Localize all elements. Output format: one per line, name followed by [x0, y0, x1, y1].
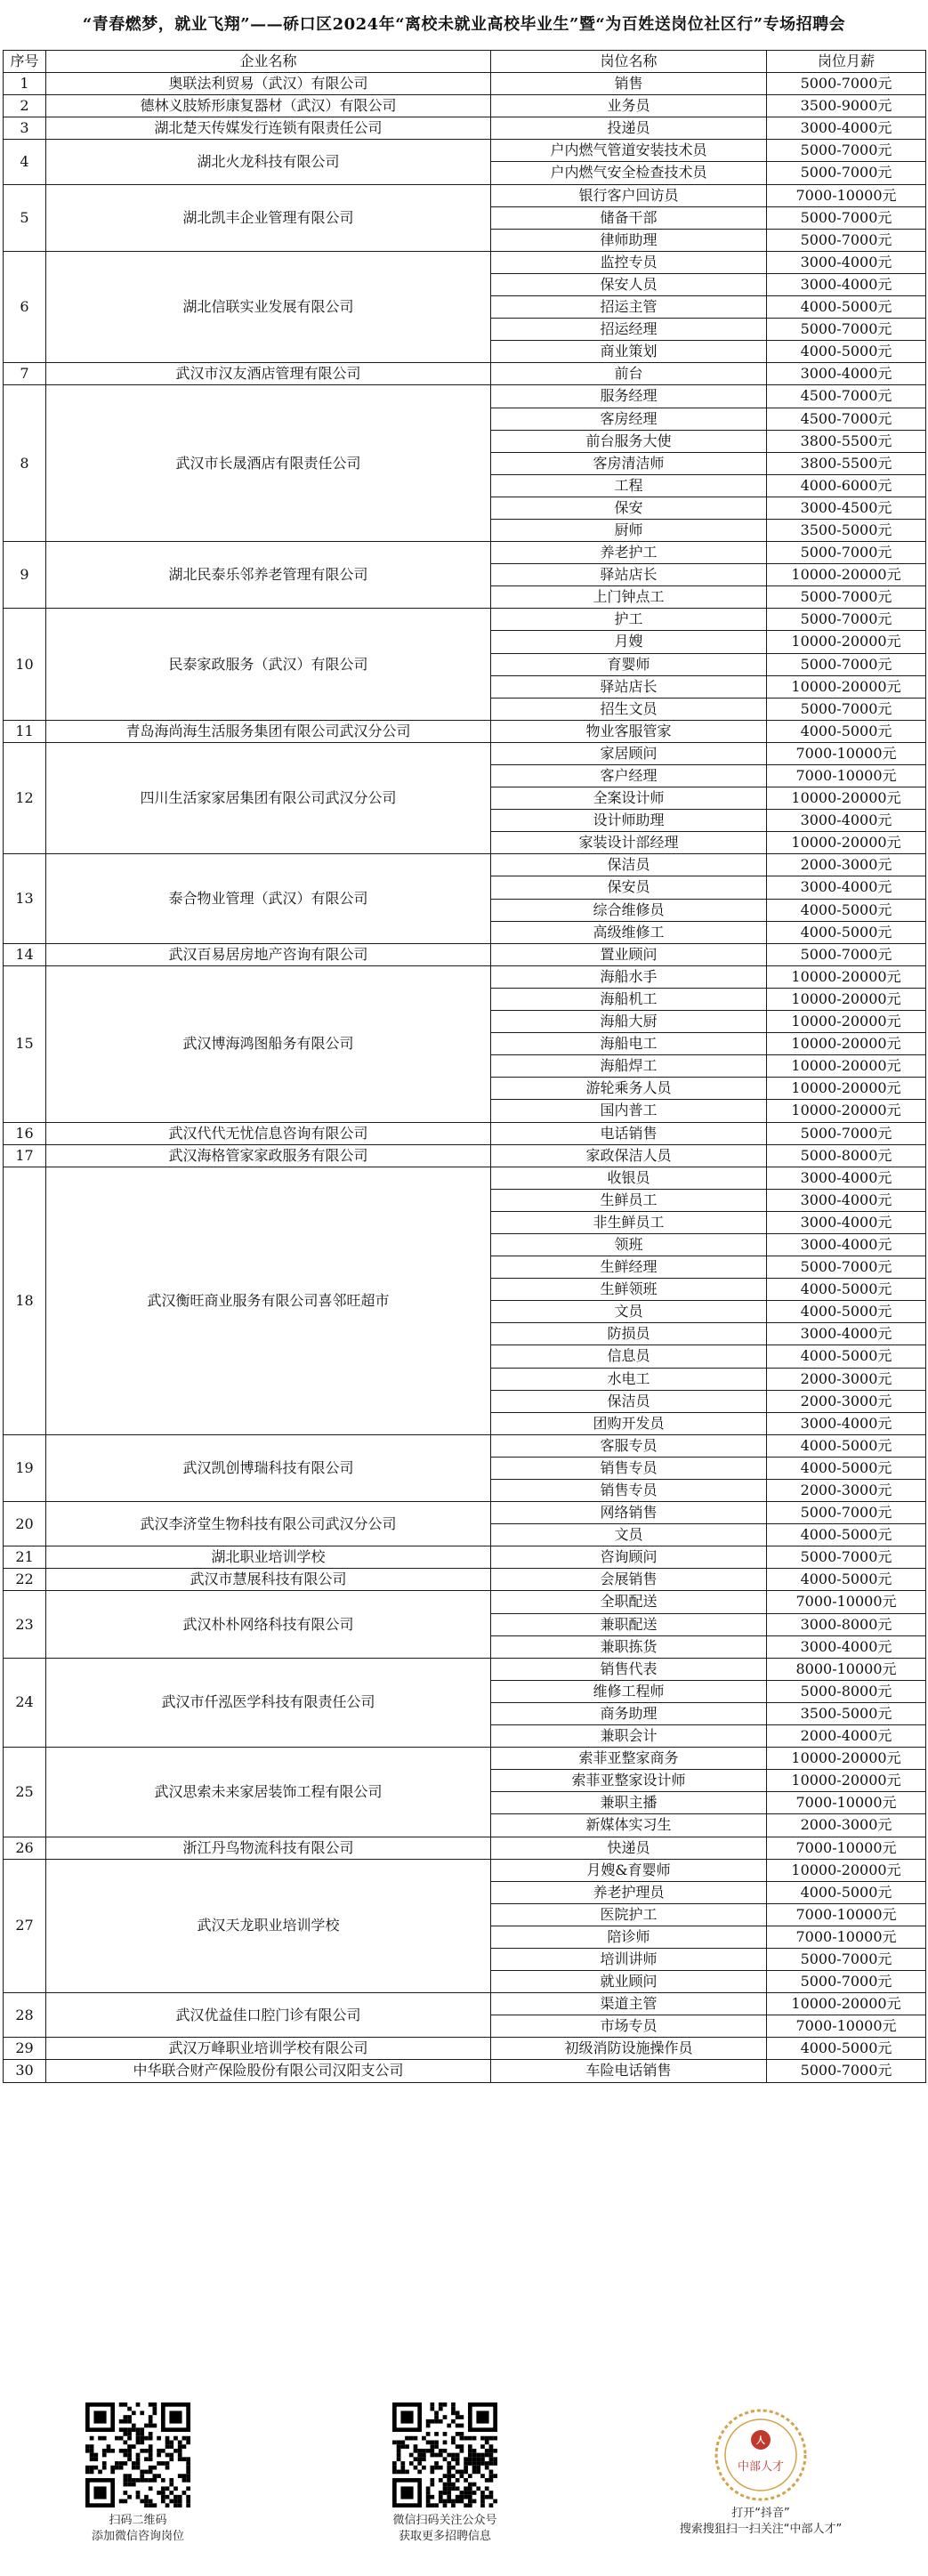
table-header-row — [4, 51, 926, 73]
job-title: 海船焊工 — [491, 1055, 767, 1078]
monthly-salary: 3000-4000元 — [767, 1233, 926, 1256]
table-row — [4, 184, 926, 206]
job-title: 月嫂&育婴师 — [491, 1859, 767, 1881]
table-row — [4, 1502, 926, 1524]
monthly-salary: 2000-3000元 — [767, 1480, 926, 1502]
job-title: 前台服务大使 — [491, 430, 767, 452]
table-row — [4, 1993, 926, 2015]
monthly-salary: 5000-7000元 — [767, 206, 926, 229]
job-title: 招运主管 — [491, 296, 767, 319]
job-title: 月嫂 — [491, 631, 767, 653]
qr2-caption-line2: 获取更多招聘信息 — [398, 2530, 491, 2543]
monthly-salary: 4000-5000元 — [767, 1301, 926, 1323]
table-row — [4, 720, 926, 742]
table-row — [4, 117, 926, 140]
row-number: 22 — [4, 1569, 46, 1591]
monthly-salary: 3000-4000元 — [767, 1412, 926, 1434]
table-row — [4, 1546, 926, 1569]
row-number: 9 — [4, 542, 46, 609]
table-row — [4, 1167, 926, 1189]
monthly-salary: 10000-20000元 — [767, 631, 926, 653]
job-title: 渠道主管 — [491, 1993, 767, 2015]
company-name: 湖北职业培训学校 — [46, 1546, 491, 1569]
table-row — [4, 2038, 926, 2060]
table-row — [4, 363, 926, 385]
monthly-salary: 8000-10000元 — [767, 1658, 926, 1680]
company-name: 武汉市长晟酒店有限责任公司 — [46, 385, 491, 542]
monthly-salary: 7000-10000元 — [767, 1837, 926, 1859]
company-name: 武汉市仟泓医学科技有限责任公司 — [46, 1658, 491, 1747]
job-title: 业务员 — [491, 95, 767, 117]
svg-text:人: 人 — [756, 2436, 765, 2446]
company-name: 武汉衡旺商业服务有限公司喜邻旺超市 — [46, 1167, 491, 1434]
monthly-salary: 5000-7000元 — [767, 1948, 926, 1970]
qr1-caption-line2: 添加微信咨询岗位 — [91, 2530, 184, 2543]
row-number: 20 — [4, 1502, 46, 1546]
monthly-salary: 3500-5000元 — [767, 1702, 926, 1724]
job-title: 保安 — [491, 497, 767, 519]
job-title: 保安员 — [491, 876, 767, 899]
company-name: 泰合物业管理（武汉）有限公司 — [46, 854, 491, 943]
job-title: 家装设计部经理 — [491, 832, 767, 854]
job-title: 生鲜员工 — [491, 1189, 767, 1211]
job-title: 律师助理 — [491, 229, 767, 251]
footer — [0, 2402, 928, 2576]
monthly-salary: 5000-7000元 — [767, 229, 926, 251]
job-title: 驿站店长 — [491, 675, 767, 698]
monthly-salary: 5000-8000元 — [767, 1680, 926, 1702]
page-title: “青春燃梦，就业飞翔”——硚口区2024年“离校未就业高校毕业生”暨“为百姓送岗位社区行”专场招聘会 — [82, 15, 846, 34]
row-number: 5 — [4, 184, 46, 251]
monthly-salary: 4500-7000元 — [767, 385, 926, 408]
monthly-salary: 10000-20000元 — [767, 787, 926, 810]
monthly-salary: 5000-7000元 — [767, 319, 926, 341]
company-name: 武汉朴朴网络科技有限公司 — [46, 1591, 491, 1658]
monthly-salary: 5000-7000元 — [767, 698, 926, 720]
qr-block-official-account — [329, 2402, 561, 2545]
company-name: 浙江丹鸟物流科技有限公司 — [46, 1837, 491, 1859]
job-title: 保安人员 — [491, 273, 767, 295]
job-title: 兼职拣货 — [491, 1635, 767, 1658]
monthly-salary: 4500-7000元 — [767, 408, 926, 430]
monthly-salary: 4000-5000元 — [767, 296, 926, 319]
logo-text: 中部人才 — [737, 2460, 785, 2474]
company-name: 湖北火龙科技有限公司 — [46, 140, 491, 184]
job-title: 保洁员 — [491, 1390, 767, 1412]
job-title: 兼职配送 — [491, 1613, 767, 1635]
job-title: 客房清洁师 — [491, 452, 767, 474]
monthly-salary: 4000-5000元 — [767, 899, 926, 921]
job-title: 水电工 — [491, 1368, 767, 1390]
table-row — [4, 1144, 926, 1167]
monthly-salary: 10000-20000元 — [767, 564, 926, 586]
job-title: 文员 — [491, 1301, 767, 1323]
job-title: 生鲜领班 — [491, 1279, 767, 1301]
header-no: 序号 — [4, 51, 46, 73]
company-name: 四川生活家家居集团有限公司武汉分公司 — [46, 742, 491, 853]
job-title: 销售代表 — [491, 1658, 767, 1680]
table-row — [4, 251, 926, 273]
company-name: 湖北楚天传媒发行连锁有限责任公司 — [46, 117, 491, 140]
monthly-salary: 4000-5000元 — [767, 1881, 926, 1903]
row-number: 28 — [4, 1993, 46, 2038]
monthly-salary: 7000-10000元 — [767, 2015, 926, 2038]
job-title: 索菲亚整家设计师 — [491, 1770, 767, 1792]
monthly-salary: 3000-4000元 — [767, 1635, 926, 1658]
monthly-salary: 7000-10000元 — [767, 1903, 926, 1926]
monthly-salary: 4000-5000元 — [767, 921, 926, 943]
job-title: 海船水手 — [491, 965, 767, 988]
monthly-salary: 4000-5000元 — [767, 1434, 926, 1457]
monthly-salary: 3500-9000元 — [767, 95, 926, 117]
table-row — [4, 1837, 926, 1859]
zhongbu-rencai-logo-icon[interactable] — [712, 2406, 810, 2504]
company-name: 武汉万峰职业培训学校有限公司 — [46, 2038, 491, 2060]
table-row — [4, 73, 926, 95]
monthly-salary: 10000-20000元 — [767, 1748, 926, 1770]
row-number: 19 — [4, 1434, 46, 1501]
monthly-salary: 5000-7000元 — [767, 1502, 926, 1524]
job-title: 高级维修工 — [491, 921, 767, 943]
table-row — [4, 609, 926, 631]
monthly-salary: 3000-4000元 — [767, 1189, 926, 1211]
monthly-salary: 3000-4500元 — [767, 497, 926, 519]
monthly-salary: 5000-7000元 — [767, 542, 926, 564]
job-title: 物业客服管家 — [491, 720, 767, 742]
company-name: 武汉思索未来家居装饰工程有限公司 — [46, 1748, 491, 1837]
job-title: 驿站店长 — [491, 564, 767, 586]
table-row — [4, 95, 926, 117]
monthly-salary: 5000-7000元 — [767, 943, 926, 965]
monthly-salary: 2000-3000元 — [767, 1368, 926, 1390]
job-title: 培训讲师 — [491, 1948, 767, 1970]
header-salary: 岗位月薪 — [767, 51, 926, 73]
header-job: 岗位名称 — [491, 51, 767, 73]
row-number: 23 — [4, 1591, 46, 1658]
job-title: 国内普工 — [491, 1100, 767, 1122]
job-title: 防损员 — [491, 1323, 767, 1345]
monthly-salary: 7000-10000元 — [767, 765, 926, 787]
row-number: 21 — [4, 1546, 46, 1569]
job-title: 生鲜经理 — [491, 1256, 767, 1279]
job-title: 车险电话销售 — [491, 2060, 767, 2082]
table-row — [4, 542, 926, 564]
row-number: 8 — [4, 385, 46, 542]
job-title: 养老护工 — [491, 542, 767, 564]
job-title: 招生文员 — [491, 698, 767, 720]
monthly-salary: 5000-7000元 — [767, 1122, 926, 1144]
row-number: 18 — [4, 1167, 46, 1434]
monthly-salary: 3500-5000元 — [767, 519, 926, 541]
company-name: 德林义肢矫形康复器材（武汉）有限公司 — [46, 95, 491, 117]
monthly-salary: 2000-4000元 — [767, 1725, 926, 1748]
job-title: 咨询顾问 — [491, 1546, 767, 1569]
monthly-salary: 5000-7000元 — [767, 1546, 926, 1569]
job-title: 客服专员 — [491, 1434, 767, 1457]
monthly-salary: 3000-4000元 — [767, 117, 926, 140]
company-name: 武汉优益佳口腔门诊有限公司 — [46, 1993, 491, 2038]
monthly-salary: 3000-4000元 — [767, 363, 926, 385]
job-title: 兼职会计 — [491, 1725, 767, 1748]
monthly-salary: 3000-4000元 — [767, 876, 926, 899]
monthly-salary: 10000-20000元 — [767, 1993, 926, 2015]
table-row — [4, 1748, 926, 1770]
job-title: 综合维修员 — [491, 899, 767, 921]
monthly-salary: 5000-7000元 — [767, 73, 926, 95]
table-row — [4, 140, 926, 162]
row-number: 30 — [4, 2060, 46, 2082]
job-title: 维修工程师 — [491, 1680, 767, 1702]
job-title: 客户经理 — [491, 765, 767, 787]
job-title: 新媒体实习生 — [491, 1814, 767, 1837]
job-title: 初级消防设施操作员 — [491, 2038, 767, 2060]
job-title: 海船机工 — [491, 988, 767, 1010]
row-number: 4 — [4, 140, 46, 184]
monthly-salary: 4000-5000元 — [767, 341, 926, 363]
monthly-salary: 7000-10000元 — [767, 184, 926, 206]
logo-caption-line2: 搜索搜狙扫一扫关注“中部人才” — [679, 2523, 843, 2536]
job-title: 商业策划 — [491, 341, 767, 363]
job-title: 上门钟点工 — [491, 586, 767, 609]
job-title: 客房经理 — [491, 408, 767, 430]
job-title: 置业顾问 — [491, 943, 767, 965]
row-number: 17 — [4, 1144, 46, 1167]
job-title: 服务经理 — [491, 385, 767, 408]
row-number: 13 — [4, 854, 46, 943]
monthly-salary: 10000-20000元 — [767, 1011, 926, 1033]
row-number: 11 — [4, 720, 46, 742]
monthly-salary: 10000-20000元 — [767, 1859, 926, 1881]
job-title: 海船大厨 — [491, 1011, 767, 1033]
qr-code-wechat-contact[interactable] — [85, 2402, 190, 2507]
job-title: 全职配送 — [491, 1591, 767, 1613]
monthly-salary: 10000-20000元 — [767, 832, 926, 854]
qr-block-wechat — [22, 2402, 254, 2545]
monthly-salary: 3800-5500元 — [767, 430, 926, 452]
monthly-salary: 7000-10000元 — [767, 742, 926, 764]
job-title: 就业顾问 — [491, 1971, 767, 1993]
table-row — [4, 385, 926, 408]
qr-block-douyin — [645, 2402, 876, 2538]
job-title: 网络销售 — [491, 1502, 767, 1524]
monthly-salary: 5000-7000元 — [767, 140, 926, 162]
company-name: 青岛海尚海生活服务集团有限公司武汉分公司 — [46, 720, 491, 742]
job-title: 收银员 — [491, 1167, 767, 1189]
company-name: 湖北凯丰企业管理有限公司 — [46, 184, 491, 251]
table-row — [4, 943, 926, 965]
qr-code-official-account[interactable] — [392, 2402, 497, 2507]
monthly-salary: 4000-5000元 — [767, 1569, 926, 1591]
monthly-salary: 7000-10000元 — [767, 1591, 926, 1613]
company-name: 武汉市慧展科技有限公司 — [46, 1569, 491, 1591]
monthly-salary: 3000-4000元 — [767, 1323, 926, 1345]
row-number: 7 — [4, 363, 46, 385]
job-title: 育婴师 — [491, 653, 767, 675]
job-title: 销售 — [491, 73, 767, 95]
monthly-salary: 5000-8000元 — [767, 1144, 926, 1167]
job-title: 电话销售 — [491, 1122, 767, 1144]
monthly-salary: 2000-3000元 — [767, 1814, 926, 1837]
monthly-salary: 4000-5000元 — [767, 1457, 926, 1479]
monthly-salary: 10000-20000元 — [767, 965, 926, 988]
table-row — [4, 1434, 926, 1457]
job-title: 信息员 — [491, 1345, 767, 1368]
job-title: 商务助理 — [491, 1702, 767, 1724]
row-number: 24 — [4, 1658, 46, 1747]
job-title: 海船电工 — [491, 1033, 767, 1055]
monthly-salary: 10000-20000元 — [767, 1078, 926, 1100]
header-company: 企业名称 — [46, 51, 491, 73]
job-title: 全案设计师 — [491, 787, 767, 810]
job-title: 储备干部 — [491, 206, 767, 229]
job-title: 索菲亚整家商务 — [491, 1748, 767, 1770]
job-title: 户内燃气安全检查技术员 — [491, 162, 767, 184]
monthly-salary: 4000-5000元 — [767, 2038, 926, 2060]
monthly-salary: 4000-5000元 — [767, 720, 926, 742]
company-name: 湖北民泰乐邻养老管理有限公司 — [46, 542, 491, 609]
monthly-salary: 4000-5000元 — [767, 1524, 926, 1546]
row-number: 1 — [4, 73, 46, 95]
company-name: 武汉天龙职业培训学校 — [46, 1859, 491, 1993]
company-name: 武汉市汉友酒店管理有限公司 — [46, 363, 491, 385]
monthly-salary: 5000-7000元 — [767, 653, 926, 675]
job-title: 会展销售 — [491, 1569, 767, 1591]
monthly-salary: 10000-20000元 — [767, 1055, 926, 1078]
monthly-salary: 3000-8000元 — [767, 1613, 926, 1635]
monthly-salary: 4000-5000元 — [767, 1345, 926, 1368]
table-row — [4, 1859, 926, 1881]
table-row — [4, 1569, 926, 1591]
monthly-salary: 3000-4000元 — [767, 251, 926, 273]
monthly-salary: 10000-20000元 — [767, 988, 926, 1010]
job-title: 护工 — [491, 609, 767, 631]
row-number: 27 — [4, 1859, 46, 1993]
job-title: 陪诊师 — [491, 1926, 767, 1948]
table-row — [4, 1591, 926, 1613]
job-title: 医院护工 — [491, 1903, 767, 1926]
table-body — [4, 73, 926, 2082]
company-name: 民泰家政服务（武汉）有限公司 — [46, 609, 491, 720]
table-row — [4, 1122, 926, 1144]
job-title: 保洁员 — [491, 854, 767, 876]
monthly-salary: 2000-3000元 — [767, 854, 926, 876]
job-title: 销售专员 — [491, 1457, 767, 1479]
table-row — [4, 742, 926, 764]
job-title: 领班 — [491, 1233, 767, 1256]
job-title: 家政保洁人员 — [491, 1144, 767, 1167]
monthly-salary: 10000-20000元 — [767, 1100, 926, 1122]
job-title: 兼职主播 — [491, 1792, 767, 1814]
company-name: 武汉百易居房地产咨询有限公司 — [46, 943, 491, 965]
monthly-salary: 7000-10000元 — [767, 1926, 926, 1948]
job-title: 监控专员 — [491, 251, 767, 273]
job-title: 养老护理员 — [491, 1881, 767, 1903]
row-number: 10 — [4, 609, 46, 720]
company-name: 武汉凯创博瑞科技有限公司 — [46, 1434, 491, 1501]
monthly-salary: 2000-3000元 — [767, 1390, 926, 1412]
monthly-salary: 10000-20000元 — [767, 1033, 926, 1055]
job-title: 家居顾问 — [491, 742, 767, 764]
monthly-salary: 5000-7000元 — [767, 1256, 926, 1279]
row-number: 3 — [4, 117, 46, 140]
row-number: 25 — [4, 1748, 46, 1837]
row-number: 2 — [4, 95, 46, 117]
job-title: 文员 — [491, 1524, 767, 1546]
company-name: 奥联法利贸易（武汉）有限公司 — [46, 73, 491, 95]
monthly-salary: 5000-7000元 — [767, 162, 926, 184]
monthly-salary: 3000-4000元 — [767, 810, 926, 832]
monthly-salary: 4000-5000元 — [767, 1279, 926, 1301]
row-number: 12 — [4, 742, 46, 853]
monthly-salary: 5000-7000元 — [767, 2060, 926, 2082]
row-number: 16 — [4, 1122, 46, 1144]
monthly-salary: 5000-7000元 — [767, 1971, 926, 1993]
qr2-caption-line1: 微信扫码关注公众号 — [392, 2514, 497, 2527]
job-title: 游轮乘务人员 — [491, 1078, 767, 1100]
table-row — [4, 854, 926, 876]
company-name: 湖北信联实业发展有限公司 — [46, 251, 491, 362]
monthly-salary: 5000-7000元 — [767, 586, 926, 609]
monthly-salary: 10000-20000元 — [767, 675, 926, 698]
monthly-salary: 3000-4000元 — [767, 1211, 926, 1233]
monthly-salary: 3000-4000元 — [767, 1167, 926, 1189]
table-row — [4, 2060, 926, 2082]
job-title: 前台 — [491, 363, 767, 385]
monthly-salary: 3000-4000元 — [767, 273, 926, 295]
row-number: 14 — [4, 943, 46, 965]
job-title: 银行客户回访员 — [491, 184, 767, 206]
job-table — [3, 50, 926, 2083]
qr1-caption-line1: 扫码二维码 — [109, 2514, 167, 2527]
monthly-salary: 5000-7000元 — [767, 609, 926, 631]
row-number: 29 — [4, 2038, 46, 2060]
monthly-salary: 3800-5500元 — [767, 452, 926, 474]
job-title: 市场专员 — [491, 2015, 767, 2038]
job-title: 厨师 — [491, 519, 767, 541]
job-title: 快递员 — [491, 1837, 767, 1859]
monthly-salary: 4000-6000元 — [767, 474, 926, 497]
company-name: 武汉代代无忧信息咨询有限公司 — [46, 1122, 491, 1144]
table-row — [4, 1658, 926, 1680]
job-title: 工程 — [491, 474, 767, 497]
job-title: 招运经理 — [491, 319, 767, 341]
row-number: 26 — [4, 1837, 46, 1859]
monthly-salary: 10000-20000元 — [767, 1770, 926, 1792]
job-title: 户内燃气管道安装技术员 — [491, 140, 767, 162]
company-name: 武汉博海鸿图船务有限公司 — [46, 965, 491, 1122]
company-name: 武汉李济堂生物科技有限公司武汉分公司 — [46, 1502, 491, 1546]
row-number: 6 — [4, 251, 46, 362]
job-title: 非生鲜员工 — [491, 1211, 767, 1233]
logo-caption-line1: 打开“抖音” — [731, 2507, 790, 2520]
company-name: 中华联合财产保险股份有限公司汉阳支公司 — [46, 2060, 491, 2082]
monthly-salary: 7000-10000元 — [767, 1792, 926, 1814]
job-title: 销售专员 — [491, 1480, 767, 1502]
job-title: 投递员 — [491, 117, 767, 140]
table-row — [4, 965, 926, 988]
row-number: 15 — [4, 965, 46, 1122]
company-name: 武汉海格管家家政服务有限公司 — [46, 1144, 491, 1167]
job-title: 团购开发员 — [491, 1412, 767, 1434]
job-title: 设计师助理 — [491, 810, 767, 832]
